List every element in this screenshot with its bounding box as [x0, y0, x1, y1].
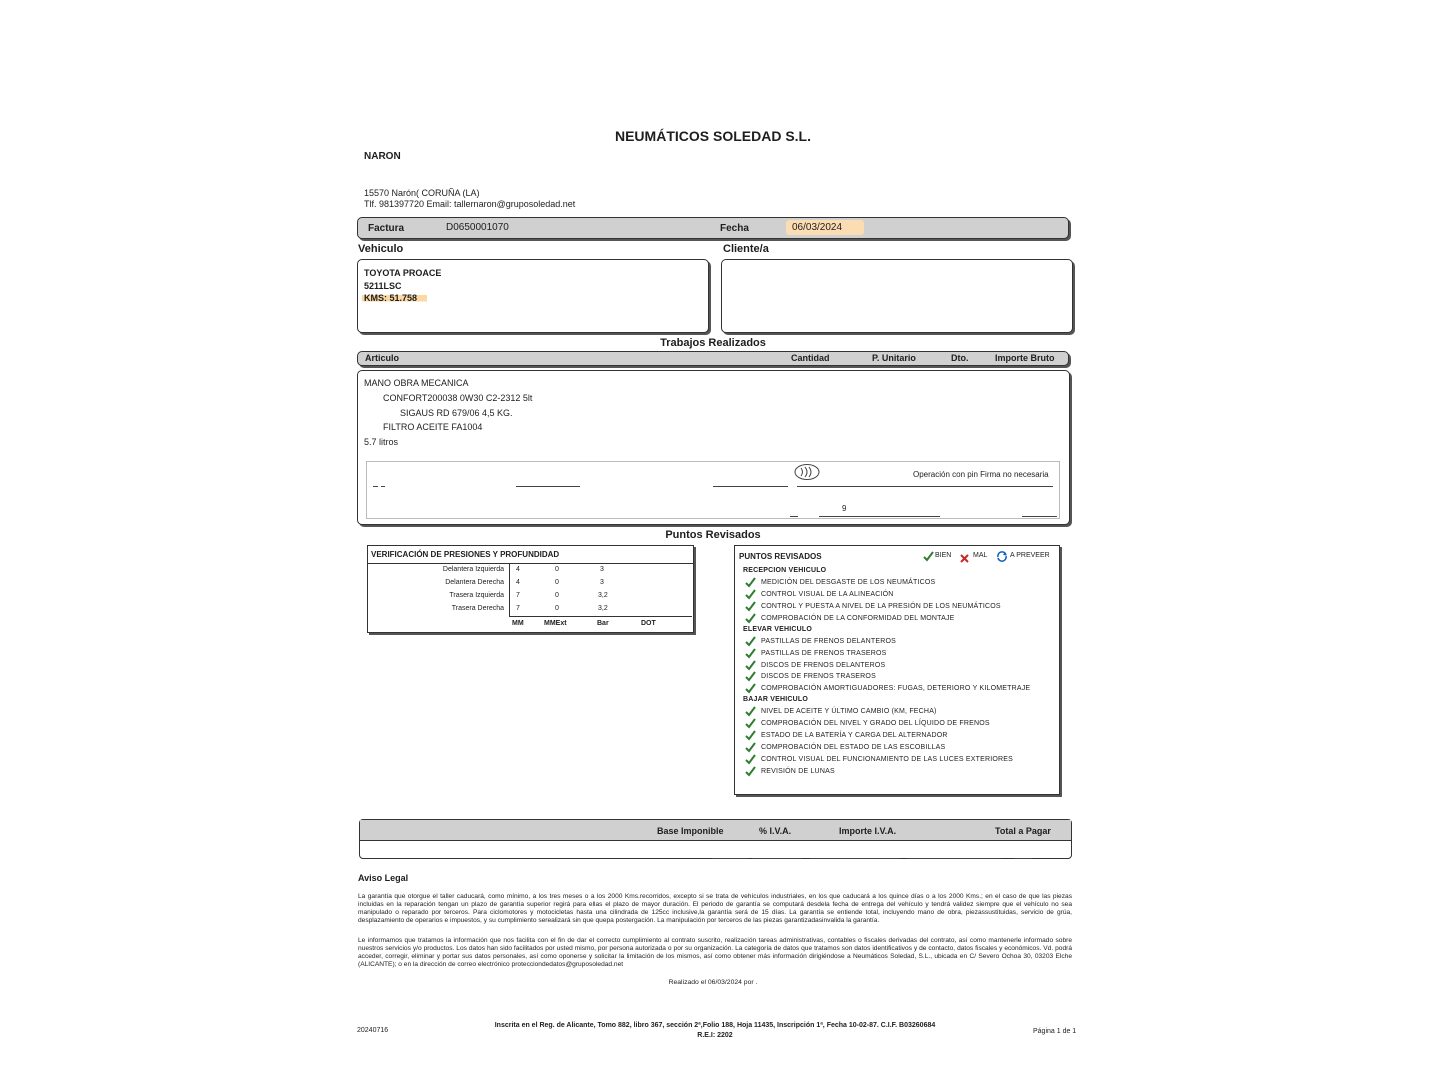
- points-title: PUNTOS REVISADOS: [739, 552, 822, 561]
- footer-page: Página 1 de 1: [1033, 1028, 1077, 1035]
- check-item-label: NIVEL DE ACEITE Y ÚLTIMO CAMBIO (KM, FECHA): [761, 708, 937, 715]
- work-line: FILTRO ACEITE FA1004: [383, 422, 483, 432]
- company-name: NEUMÁTICOS SOLEDAD S.L.: [614, 128, 811, 144]
- tyre-bar: 3: [600, 579, 604, 586]
- tyre-label: Delantera Derecha: [445, 579, 504, 586]
- check-icon: [923, 549, 934, 567]
- totals-iva-pct-label: % I.V.A.: [759, 826, 792, 836]
- tyre-bar: 3: [600, 566, 604, 573]
- tyre-col-dot: DOT: [641, 620, 656, 627]
- points-box: [734, 545, 1060, 795]
- totals-line: [907, 858, 1001, 859]
- check-icon: [745, 742, 756, 753]
- vehicle-model: TOYOTA PROACE: [364, 268, 442, 278]
- vehicle-kms: KMS: 51.758: [362, 293, 427, 303]
- work-line: 5.7 litros: [364, 437, 399, 447]
- check-icon: [745, 671, 756, 682]
- tyre-mmext: 0: [555, 566, 559, 573]
- totals-iva-amount-label: Importe I.V.A.: [839, 826, 897, 836]
- tyre-mmext: 0: [555, 579, 559, 586]
- vehicle-plate: 5211LSC: [364, 281, 402, 291]
- check-item-label: DISCOS DE FRENOS DELANTEROS: [761, 662, 886, 669]
- receipt-line: [790, 516, 798, 517]
- tyre-label: Trasera Izquierda: [449, 592, 504, 599]
- tyre-mm: 4: [516, 579, 520, 586]
- tyre-bar: 3,2: [598, 605, 608, 612]
- footer-registry: Inscrita en el Reg. de Alicante, Tomo 882, libro 367, sección 2ª,Folio 188, Hoja 11435, Inscripción 1ª, Fecha 10-02-87. C.I.F. B03260684: [494, 1022, 936, 1029]
- tyre-mmext: 0: [555, 605, 559, 612]
- tyre-mmext: 0: [555, 592, 559, 599]
- receipt-line: [713, 486, 788, 487]
- check-icon: [745, 718, 756, 729]
- check-icon: [745, 683, 756, 694]
- check-item-label: REVISIÓN DE LUNAS: [761, 768, 835, 775]
- check-item-label: COMPROBACIÓN DE LA CONFORMIDAD DEL MONTAJE: [761, 615, 955, 622]
- totals-line: [810, 858, 900, 859]
- receipt-line: [819, 516, 940, 517]
- group-heading: BAJAR VEHICULO: [743, 696, 809, 703]
- vehicle-section-label: Vehiculo: [358, 243, 404, 255]
- tyre-row: [368, 564, 690, 577]
- tyre-col-bar: Bar: [597, 620, 609, 627]
- check-item-label: PASTILLAS DE FRENOS TRASEROS: [761, 650, 887, 657]
- tyre-row: [368, 590, 690, 603]
- check-icon: [745, 589, 756, 600]
- work-line: CONFORT200038 0W30 C2-2312 5lt: [383, 393, 533, 403]
- works-title: Trabajos Realizados: [660, 337, 766, 349]
- totals-line: [1014, 858, 1032, 859]
- totals-box: [359, 819, 1072, 859]
- legend-bad: MAL: [973, 552, 988, 559]
- refresh-icon: [996, 549, 1008, 567]
- check-icon: [745, 613, 756, 624]
- work-line: MANO OBRA MECANICA: [364, 378, 469, 388]
- contactless-icon: [793, 463, 821, 481]
- tyre-mm: 7: [516, 592, 520, 599]
- legend-review: A PREVEER: [1010, 552, 1050, 559]
- check-icon: [745, 754, 756, 765]
- receipt-line: [373, 486, 378, 487]
- check-icon: [745, 577, 756, 588]
- tyre-bar: 3,2: [598, 592, 608, 599]
- check-icon: [745, 730, 756, 741]
- client-section-label: Cliente/a: [723, 243, 769, 255]
- tyre-box-title: VERIFICACIÓN DE PRESIONES Y PROFUNDIDAD: [371, 550, 560, 559]
- footer-code: 20240716: [357, 1027, 389, 1034]
- col-gross: Importe Bruto: [995, 353, 1055, 363]
- check-item-label: DISCOS DE FRENOS TRASEROS: [761, 673, 876, 680]
- date-label: Fecha: [720, 223, 749, 234]
- col-quantity: Cantidad: [791, 353, 830, 363]
- totals-line: [752, 858, 802, 859]
- cross-icon: [960, 550, 969, 568]
- col-unit-price: P. Unitario: [872, 353, 916, 363]
- check-icon: [745, 636, 756, 647]
- col-discount: Dto.: [951, 353, 969, 363]
- legal-realized: Realizado el 06/03/2024 por .: [668, 979, 758, 986]
- tyre-col-mm: MM: [512, 620, 524, 627]
- receipt-digit: 9: [842, 504, 847, 513]
- tyre-mm: 4: [516, 566, 520, 573]
- tyre-row: [368, 603, 690, 616]
- tyre-box: [367, 545, 694, 633]
- tyre-col-mmext: MMExt: [544, 620, 567, 627]
- company-address: 15570 Narón( CORUÑA (LA): [364, 188, 480, 198]
- vehicle-box: [357, 259, 709, 333]
- works-box: [357, 370, 1070, 525]
- tyre-row: [368, 577, 690, 590]
- check-item-label: ESTADO DE LA BATERÍA Y CARGA DEL ALTERNADOR: [761, 732, 948, 739]
- work-line: SIGAUS RD 679/06 4,5 KG.: [400, 408, 513, 418]
- check-item-label: MEDICIÓN DEL DESGASTE DE LOS NEUMÁTICOS: [761, 579, 936, 586]
- check-item-label: PASTILLAS DE FRENOS DELANTEROS: [761, 638, 897, 645]
- col-article: Articulo: [365, 353, 400, 363]
- payment-note: Operación con pin Firma no necesaria: [913, 470, 1049, 479]
- check-item-label: CONTROL VISUAL DEL FUNCIONAMIENTO DE LAS LUCES EXTERIORES: [761, 756, 1014, 763]
- receipt-line: [381, 486, 385, 487]
- check-item-label: CONTROL VISUAL DE LA ALINEACIÓN: [761, 591, 894, 598]
- tyre-label: Trasera Derecha: [451, 605, 504, 612]
- check-item-label: CONTROL Y PUESTA A NIVEL DE LA PRESIÓN DE LOS NEUMÁTICOS: [761, 603, 1001, 610]
- totals-total-label: Total a Pagar: [995, 826, 1051, 836]
- check-item-label: COMPROBACIÓN DEL ESTADO DE LAS ESCOBILLAS: [761, 744, 946, 751]
- group-heading: RECEPCION VEHICULO: [743, 567, 827, 574]
- works-header-bar: [357, 351, 1069, 366]
- invoice-label: Factura: [368, 223, 405, 234]
- legal-title: Aviso Legal: [358, 873, 409, 883]
- legal-warranty: La garantía que otorgue el taller caducará, como mínimo, a los tres meses o a los 2000 Kms.recorridos, excepto si se trata de vehículos industriales, en los que caducará a los quince días o a los 2000 Kms.; en el caso de que las piezas incluidas en la reparación tengan un plazo de garantía superior regirá para ellas el plazo de mayor duración. El periodo de garantía se computará desdela fecha de entrega del vehículo y tendrá validez siempre que el vehículo no sea manipulado o reparado por terceros. Para ciclomotores y motocicletas hasta una cilindrada de 125cc inclusive,la garantía será de 15 días. La garantía se entiende total, incluyendo mano de obra, piezassustituidas, servicio de grúa, desplazamiento de operarios e impuestos, y su cumplimiento serealizará sin que quepa postergación. La manipulación por terceros de las piezas garantizadasinvalida la garantía.: [358, 893, 1072, 924]
- legend-ok: BIEN: [935, 552, 952, 559]
- invoice-date: 06/03/2024: [786, 220, 864, 235]
- receipt-line: [797, 486, 1053, 487]
- totals-base-label: Base Imponible: [657, 826, 724, 836]
- receipt-line: [516, 486, 580, 487]
- check-icon: [745, 706, 756, 717]
- check-item-label: COMPROBACIÓN DEL NIVEL Y GRADO DEL LÍQUIDO DE FRENOS: [761, 720, 990, 727]
- check-icon: [745, 601, 756, 612]
- footer-rei: R.E.I: 2202: [697, 1032, 733, 1039]
- invoice-bar: [357, 217, 1069, 239]
- check-icon: [745, 766, 756, 777]
- totals-line: [712, 858, 748, 859]
- client-box: [721, 259, 1073, 333]
- check-item-label: COMPROBACIÓN AMORTIGUADORES: FUGAS, DETERIORO Y KILOMETRAJE: [761, 685, 1031, 692]
- group-heading: ELEVAR VEHICULO: [743, 626, 812, 633]
- checked-title: Puntos Revisados: [665, 529, 761, 541]
- invoice-number: D0650001070: [446, 222, 509, 233]
- payment-receipt: [366, 461, 1060, 519]
- receipt-line: [1022, 516, 1057, 517]
- legal-privacy: Le informamos que tratamos la información que nos facilita con el fin de dar el correcto cumplimiento al contrato suscrito, realización tareas administrativas, contables o fiscales derivadas del contrato, así como mantenerle informado sobre nuestros servicios y/o productos. Los datos han sido facilitados por usted mismo, por persona autorizada o por su organización. La categoría de datos que tratamos son datos identificativos y de contacto, datos fiscales y económicos. Vd. podrá acceder, corregir, eliminar y portar sus datos personales, así como oponerse y solicitar la limitación de los mismos, así como obtener más información dirigiéndose a Neumáticos Soledad, S.L., ubicada en C/ Severo Ochoa 30, 03203 Elche (ALICANTE); o en la dirección de correo electrónico protecciondedatos@gruposoledad.net: [358, 937, 1072, 968]
- tyre-label: Delantera Izquierda: [442, 566, 504, 573]
- branch-name: NARON: [364, 151, 401, 162]
- tyre-mm: 7: [516, 605, 520, 612]
- check-icon: [745, 648, 756, 659]
- check-icon: [745, 660, 756, 671]
- company-contact: Tlf. 981397720 Email: tallernaron@gruposoledad.net: [364, 199, 576, 209]
